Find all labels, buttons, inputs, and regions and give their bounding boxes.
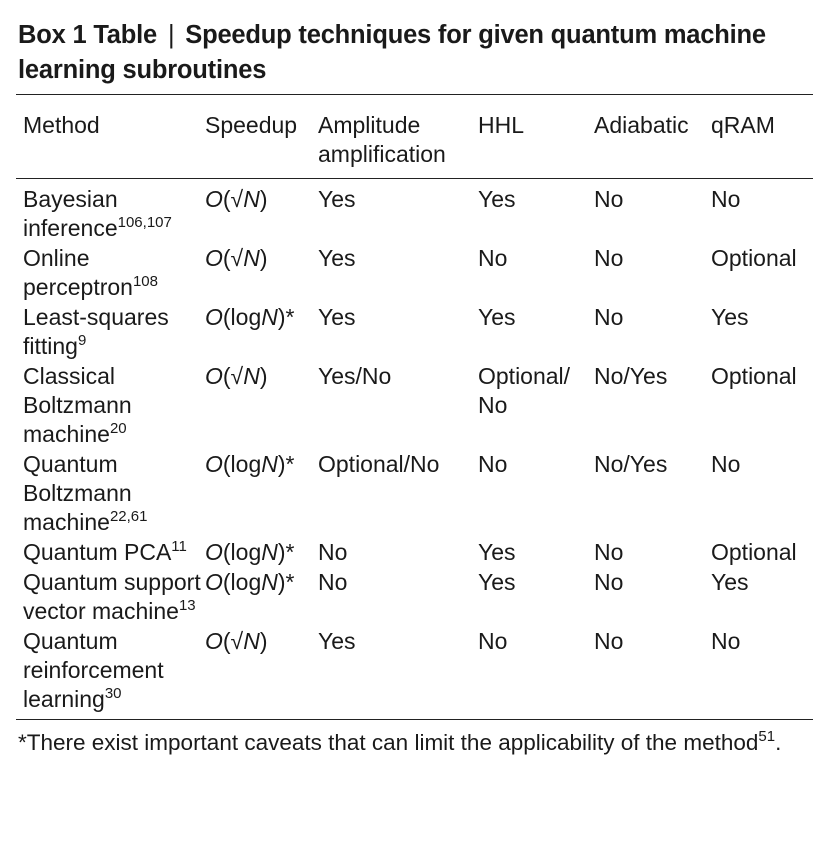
footnote-text: *There exist important caveats that can limit the applicability of the method [18, 730, 759, 755]
qram-cell: No [711, 186, 741, 212]
footnote-reference: 51 [758, 728, 776, 745]
speedup-cell [205, 538, 318, 568]
adiabatic-cell: No [594, 304, 624, 330]
method-cell [16, 362, 205, 450]
adiabatic-cell: No/Yes [594, 451, 668, 477]
qram-cell: No [711, 628, 741, 654]
method-cell [16, 450, 205, 538]
qram-cell: No [711, 451, 741, 477]
header-row [16, 95, 813, 179]
amplitude-amplification-cell: Yes [318, 304, 356, 330]
speedup-suffix: )* [277, 569, 295, 595]
column-header-qram: qRAM [711, 95, 813, 179]
column-header-method: Method [16, 95, 205, 179]
qram-cell: Yes [711, 569, 749, 595]
hhl-cell: Yes [478, 539, 516, 565]
table-row [16, 179, 813, 245]
bottom-rule [16, 719, 813, 720]
speedup-variable: N [261, 451, 278, 477]
amplitude-amplification-cell: Yes/No [318, 363, 392, 389]
speedup-prefix: O(√ [205, 245, 244, 271]
hhl-cell: Yes [478, 304, 516, 330]
speedup-prefix: O(√ [205, 186, 244, 212]
column-header-hhl: HHL [478, 95, 594, 179]
method-name: Quantum reinforcement learning [23, 628, 164, 712]
table-body [16, 179, 813, 720]
qram-cell: Optional [711, 363, 797, 389]
speedup-prefix: O(log [205, 569, 262, 595]
document-page [16, 18, 813, 757]
speedup-prefix: O(log [205, 539, 262, 565]
hhl-cell: No [478, 628, 508, 654]
table-row [16, 538, 813, 568]
speedup-cell [205, 244, 318, 303]
table-row [16, 627, 813, 719]
method-cell [16, 568, 205, 627]
method-name: Bayesian inference [23, 186, 118, 241]
speedup-cell [205, 362, 318, 450]
amplitude-amplification-cell: Yes [318, 186, 356, 212]
method-name: Quantum PCA [23, 539, 172, 565]
method-name: Least-squares fitting [23, 304, 169, 359]
table-row [16, 303, 813, 362]
amplitude-amplification-cell: Yes [318, 245, 356, 271]
speedup-prefix: O(log [205, 304, 262, 330]
table-title-text: Speedup techniques for given quantum machine learning subroutines [18, 21, 766, 84]
speedup-table [16, 95, 813, 719]
table-title-label: Box 1 Table [18, 21, 158, 49]
qram-cell: Optional [711, 539, 797, 565]
column-header-amplitude-amplification: Amplitude amplification [318, 95, 478, 179]
hhl-cell: Yes [478, 569, 516, 595]
speedup-variable: N [261, 539, 278, 565]
amplitude-amplification-cell: Optional/No [318, 451, 440, 477]
speedup-cell [205, 627, 318, 719]
adiabatic-cell: No/Yes [594, 363, 668, 389]
speedup-cell [205, 450, 318, 538]
speedup-suffix: ) [259, 186, 268, 212]
qram-cell: Yes [711, 304, 749, 330]
speedup-suffix: )* [277, 539, 295, 565]
speedup-suffix: ) [259, 628, 268, 654]
title-separator: | [167, 21, 175, 49]
speedup-variable: N [243, 628, 260, 654]
method-reference: 11 [171, 538, 187, 555]
method-name: Online perceptron [23, 245, 133, 300]
method-name: Quantum support vector machine [23, 569, 201, 624]
hhl-cell: Optional/ No [478, 363, 571, 418]
hhl-cell: Yes [478, 186, 516, 212]
footnote [18, 728, 813, 757]
method-cell [16, 179, 205, 245]
speedup-suffix: ) [259, 245, 268, 271]
method-reference: 20 [109, 420, 127, 437]
column-header-speedup: Speedup [205, 95, 318, 179]
qram-cell: Optional [711, 245, 797, 271]
speedup-prefix: O(log [205, 451, 262, 477]
column-header-adiabatic: Adiabatic [594, 95, 711, 179]
speedup-variable: N [261, 304, 278, 330]
adiabatic-cell: No [594, 245, 624, 271]
amplitude-amplification-cell: Yes [318, 628, 356, 654]
speedup-cell [205, 568, 318, 627]
hhl-cell: No [478, 451, 508, 477]
adiabatic-cell: No [594, 628, 624, 654]
table-row [16, 362, 813, 450]
speedup-suffix: ) [259, 363, 268, 389]
speedup-suffix: )* [277, 304, 295, 330]
speedup-variable: N [261, 569, 278, 595]
hhl-cell: No [478, 245, 508, 271]
speedup-variable: N [243, 245, 260, 271]
speedup-prefix: O(√ [205, 628, 244, 654]
adiabatic-cell: No [594, 569, 624, 595]
method-reference: 22,61 [109, 508, 148, 525]
amplitude-amplification-cell: No [318, 569, 348, 595]
table-row [16, 568, 813, 627]
method-reference: 108 [132, 273, 158, 290]
method-cell [16, 538, 205, 568]
method-cell [16, 627, 205, 719]
method-reference: 13 [178, 597, 196, 614]
speedup-variable: N [243, 186, 260, 212]
speedup-variable: N [243, 363, 260, 389]
table-title [18, 18, 813, 88]
method-cell [16, 244, 205, 303]
method-cell [16, 303, 205, 362]
method-name: Classical Boltzmann machine [23, 363, 132, 447]
method-reference: 106,107 [117, 214, 172, 231]
adiabatic-cell: No [594, 186, 624, 212]
speedup-cell [205, 303, 318, 362]
table-row [16, 450, 813, 538]
speedup-prefix: O(√ [205, 363, 244, 389]
table-row [16, 244, 813, 303]
footnote-end: . [775, 730, 782, 755]
speedup-cell [205, 179, 318, 245]
method-reference: 30 [104, 685, 122, 702]
adiabatic-cell: No [594, 539, 624, 565]
amplitude-amplification-cell: No [318, 539, 348, 565]
speedup-suffix: )* [277, 451, 295, 477]
method-reference: 9 [77, 332, 87, 349]
method-name: Quantum Boltzmann machine [23, 451, 132, 535]
